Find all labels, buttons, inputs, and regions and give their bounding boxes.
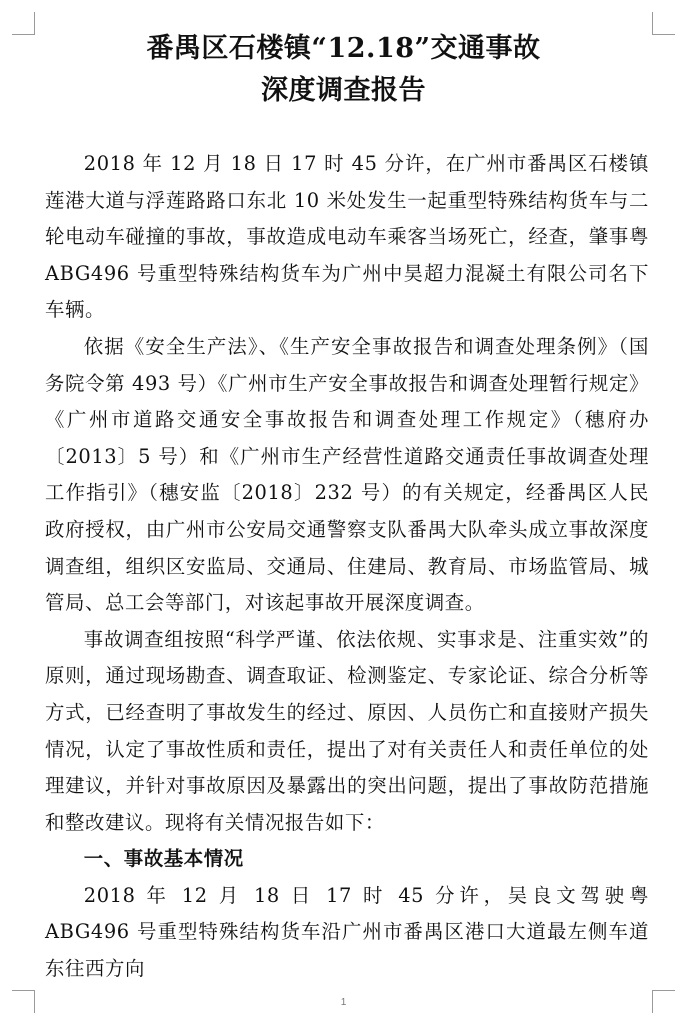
section-heading-basic-info: 一、事故基本情况: [83, 847, 244, 871]
page-number: 1: [340, 997, 347, 1008]
paragraph-legal-basis: 依据《安全生产法》、《生产安全事故报告和调查处理条例》（国务院令第 493 号）《广州市生产安全事故报告和调查处理暂行规定》《广州市道路交通安全事故报告和调查处理工作规定》（穗府办〔2013〕5 号）和《广州市生产经营性道路交通责任事故调查处理工作指引》（穗安监〔2018〕232 号）的有关规定，经番禺区人民政府授权，由广州市公安局交通警察支队番禺大队牵头成立事故深度调查组，组织区安监局、交通局、住建局、教育局、市场监管局、城管局、总工会等部门，对该起事故开展深度调查。: [45, 334, 649, 615]
paragraph-intro: 2018 年 12 月 18 日 17 时 45 分许，在广州市番禺区石楼镇莲港大道与浮莲路路口东北 10 米处发生一起重型特殊结构货车与二轮电动车碰撞的事故，事故造成电动车乘客当场死亡，经查，肇事粤 ABG496 号重型特殊结构货车为广州中昊超力混凝土有限公司名下车辆。: [45, 152, 649, 322]
paragraph-basic-info: 2018 年 12 月 18 日 17 时 45 分许，吴良文驾驶粤 ABG496 号重型特殊结构货车沿广州市番禺区港口大道最左侧车道东往西方向: [45, 883, 649, 981]
document-title-line-2: 深度调查报告: [261, 75, 426, 106]
document-title-line-1: 番禺区石楼镇“12.18”交通事故: [146, 33, 541, 64]
document-body: [45, 146, 649, 988]
paragraph-investigation: 事故调查组按照“科学严谨、依法依规、实事求是、注重实效”的原则，通过现场勘查、调查取证、检测鉴定、专家论证、综合分析等方式，已经查明了事故发生的经过、原因、人员伤亡和直接财产损失情况，认定了事故性质和责任，提出了对有关责任人和责任单位的处理建议，并针对事故原因及暴露出的突出问题，提出了事故防范措施和整改建议。现将有关情况报告如下：: [45, 627, 649, 834]
crop-mark-top-left: [12, 12, 35, 35]
crop-mark-top-right: [652, 12, 675, 35]
